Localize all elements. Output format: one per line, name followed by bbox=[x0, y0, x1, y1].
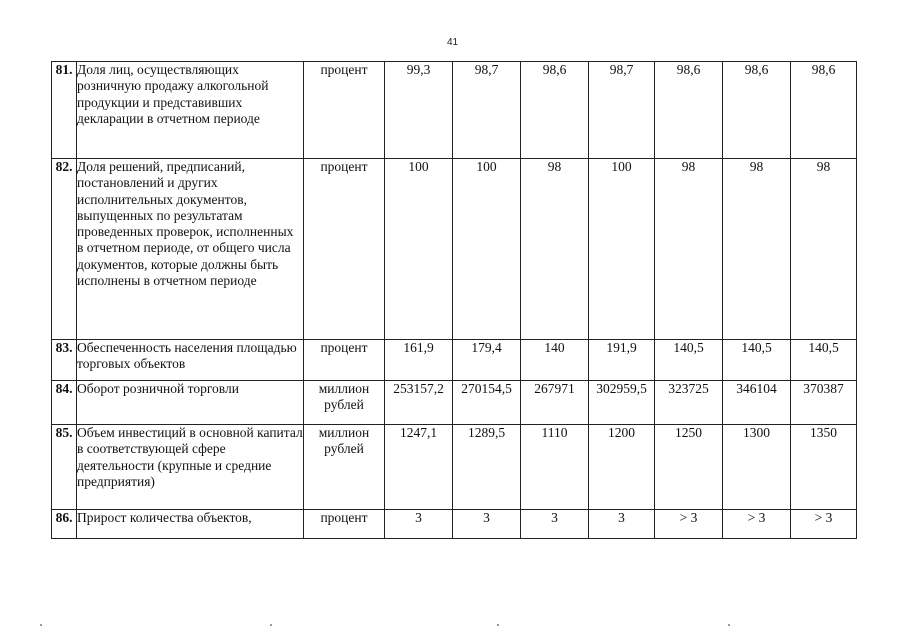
value-cell: 100 bbox=[453, 159, 521, 340]
table-row bbox=[52, 425, 857, 510]
value-cell: 1250 bbox=[655, 425, 723, 510]
table-row bbox=[52, 340, 857, 381]
value-cell: 3 bbox=[589, 510, 655, 539]
scan-artifact bbox=[728, 624, 730, 626]
unit-cell: миллион рублей bbox=[304, 425, 385, 510]
value-cell: 1350 bbox=[791, 425, 857, 510]
scan-artifact bbox=[270, 624, 272, 626]
unit-cell: процент bbox=[304, 159, 385, 340]
value-cell: 302959,5 bbox=[589, 381, 655, 425]
value-cell: 100 bbox=[589, 159, 655, 340]
table-row bbox=[52, 510, 857, 539]
value-cell: 140,5 bbox=[791, 340, 857, 381]
indicator-name: Доля решений, предписаний, постановлений и других исполнительных документов, выпущенных по результатам проведенных проверок, исполненных в отчетном периоде, от общего числа документов, которые должны быть исполнены в отчетном периоде bbox=[77, 159, 304, 340]
value-cell: 3 bbox=[385, 510, 453, 539]
indicator-name: Доля лиц, осуществляющих розничную продажу алкогольной продукции и представивших декларации в отчетном периоде bbox=[77, 62, 304, 159]
row-number: 86. bbox=[52, 510, 77, 539]
value-cell: 3 bbox=[521, 510, 589, 539]
value-cell: 98 bbox=[655, 159, 723, 340]
value-cell: 323725 bbox=[655, 381, 723, 425]
value-cell: 191,9 bbox=[589, 340, 655, 381]
value-cell: 99,3 bbox=[385, 62, 453, 159]
unit-cell: процент bbox=[304, 340, 385, 381]
value-cell: 253157,2 bbox=[385, 381, 453, 425]
value-cell: 1200 bbox=[589, 425, 655, 510]
indicator-name: Прирост количества объектов, bbox=[77, 510, 304, 539]
value-cell: 98,7 bbox=[453, 62, 521, 159]
value-cell: 100 bbox=[385, 159, 453, 340]
value-cell: 1289,5 bbox=[453, 425, 521, 510]
indicator-name: Оборот розничной торговли bbox=[77, 381, 304, 425]
value-cell: 98 bbox=[521, 159, 589, 340]
value-cell: 98,6 bbox=[791, 62, 857, 159]
value-cell: 98,6 bbox=[723, 62, 791, 159]
value-cell: 270154,5 bbox=[453, 381, 521, 425]
value-cell: 346104 bbox=[723, 381, 791, 425]
value-cell: > 3 bbox=[655, 510, 723, 539]
value-cell: 1247,1 bbox=[385, 425, 453, 510]
table-row bbox=[52, 62, 857, 159]
table-row bbox=[52, 381, 857, 425]
value-cell: 3 bbox=[453, 510, 521, 539]
indicator-name: Обеспеченность населения площадью торговых объектов bbox=[77, 340, 304, 381]
value-cell: 98 bbox=[791, 159, 857, 340]
unit-cell: процент bbox=[304, 62, 385, 159]
row-number: 82. bbox=[52, 159, 77, 340]
value-cell: 1300 bbox=[723, 425, 791, 510]
indicators-table bbox=[51, 61, 857, 539]
value-cell: > 3 bbox=[723, 510, 791, 539]
indicator-name: Объем инвестиций в основной капитал в соответствующей сфере деятельности (крупные и средние предприятия) bbox=[77, 425, 304, 510]
value-cell: 98,6 bbox=[521, 62, 589, 159]
row-number: 85. bbox=[52, 425, 77, 510]
value-cell: 140,5 bbox=[723, 340, 791, 381]
value-cell: 179,4 bbox=[453, 340, 521, 381]
value-cell: > 3 bbox=[791, 510, 857, 539]
value-cell: 267971 bbox=[521, 381, 589, 425]
scan-artifact bbox=[40, 624, 42, 626]
value-cell: 98,6 bbox=[655, 62, 723, 159]
unit-cell: миллион рублей bbox=[304, 381, 385, 425]
table-row bbox=[52, 159, 857, 340]
value-cell: 140,5 bbox=[655, 340, 723, 381]
row-number: 81. bbox=[52, 62, 77, 159]
value-cell: 161,9 bbox=[385, 340, 453, 381]
row-number: 84. bbox=[52, 381, 77, 425]
value-cell: 1110 bbox=[521, 425, 589, 510]
scan-artifact bbox=[497, 624, 499, 626]
value-cell: 98,7 bbox=[589, 62, 655, 159]
unit-cell: процент bbox=[304, 510, 385, 539]
row-number: 83. bbox=[52, 340, 77, 381]
value-cell: 370387 bbox=[791, 381, 857, 425]
value-cell: 98 bbox=[723, 159, 791, 340]
page-number: 41 bbox=[446, 37, 459, 48]
value-cell: 140 bbox=[521, 340, 589, 381]
